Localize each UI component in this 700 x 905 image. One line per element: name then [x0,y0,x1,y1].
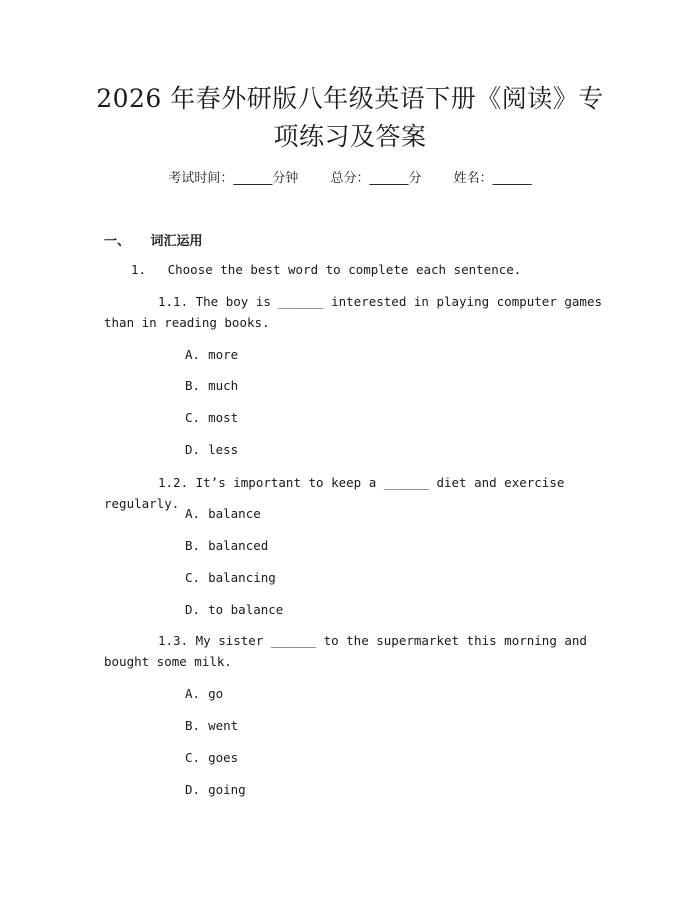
option-letter: C. [185,750,201,765]
option-text: went [208,718,239,733]
section-number: 一、 [104,234,131,249]
option-letter: A. [185,347,201,362]
exam-score: 总分：______分 [330,171,422,186]
option-1-3-b [185,718,238,733]
option-letter: B. [185,718,201,733]
option-text: balancing [208,570,276,585]
option-letter: B. [185,538,201,553]
option-1-1-b [185,378,238,393]
option-text: balance [208,506,261,521]
document-title [70,80,630,156]
option-1-2-c [185,570,276,585]
option-text: goes [208,750,239,765]
option-1-1-d [185,442,238,457]
question-instruction: Choose the best word to complete each sentence. [167,262,522,277]
option-text: much [208,378,239,393]
option-letter: C. [185,570,201,585]
option-letter: D. [185,602,201,617]
option-letter: D. [185,442,201,457]
option-1-3-d [185,782,246,797]
option-1-3-c [185,750,238,765]
question-intro [131,262,521,277]
option-1-2-a [185,506,261,521]
option-letter: D. [185,782,201,797]
exam-meta [0,167,700,186]
title-line-2: 项练习及答案 [273,122,427,151]
option-text: go [208,686,224,701]
option-1-1-a [185,347,238,362]
option-letter: C. [185,410,201,425]
question-item-1-2: 1.2. It’s important to keep a ______ diet and exercise regularly. [104,475,565,511]
option-text: balanced [208,538,269,553]
question-number: 1. [131,262,147,277]
title-line-1: 2026 年春外研版八年级英语下册《阅读》专 [96,84,604,113]
option-text: more [208,347,239,362]
option-1-2-d [185,602,283,617]
option-letter: A. [185,506,201,521]
section-label: 词汇运用 [150,234,203,249]
option-text: less [208,442,239,457]
option-text: to balance [208,602,284,617]
option-1-1-c [185,410,238,425]
option-text: most [208,410,239,425]
option-1-2-b [185,538,268,553]
option-letter: B. [185,378,201,393]
section-heading [104,230,203,249]
option-text: going [208,782,246,797]
exam-time: 考试时间：______分钟 [168,171,299,186]
question-item-1-1: 1.1. The boy is ______ interested in playing computer games than in reading books. [104,294,603,330]
option-1-3-a [185,686,223,701]
exam-name: 姓名：______ [453,171,532,186]
option-letter: A. [185,686,201,701]
question-item-1-3: 1.3. My sister ______ to the supermarket this morning and bought some milk. [104,633,587,669]
